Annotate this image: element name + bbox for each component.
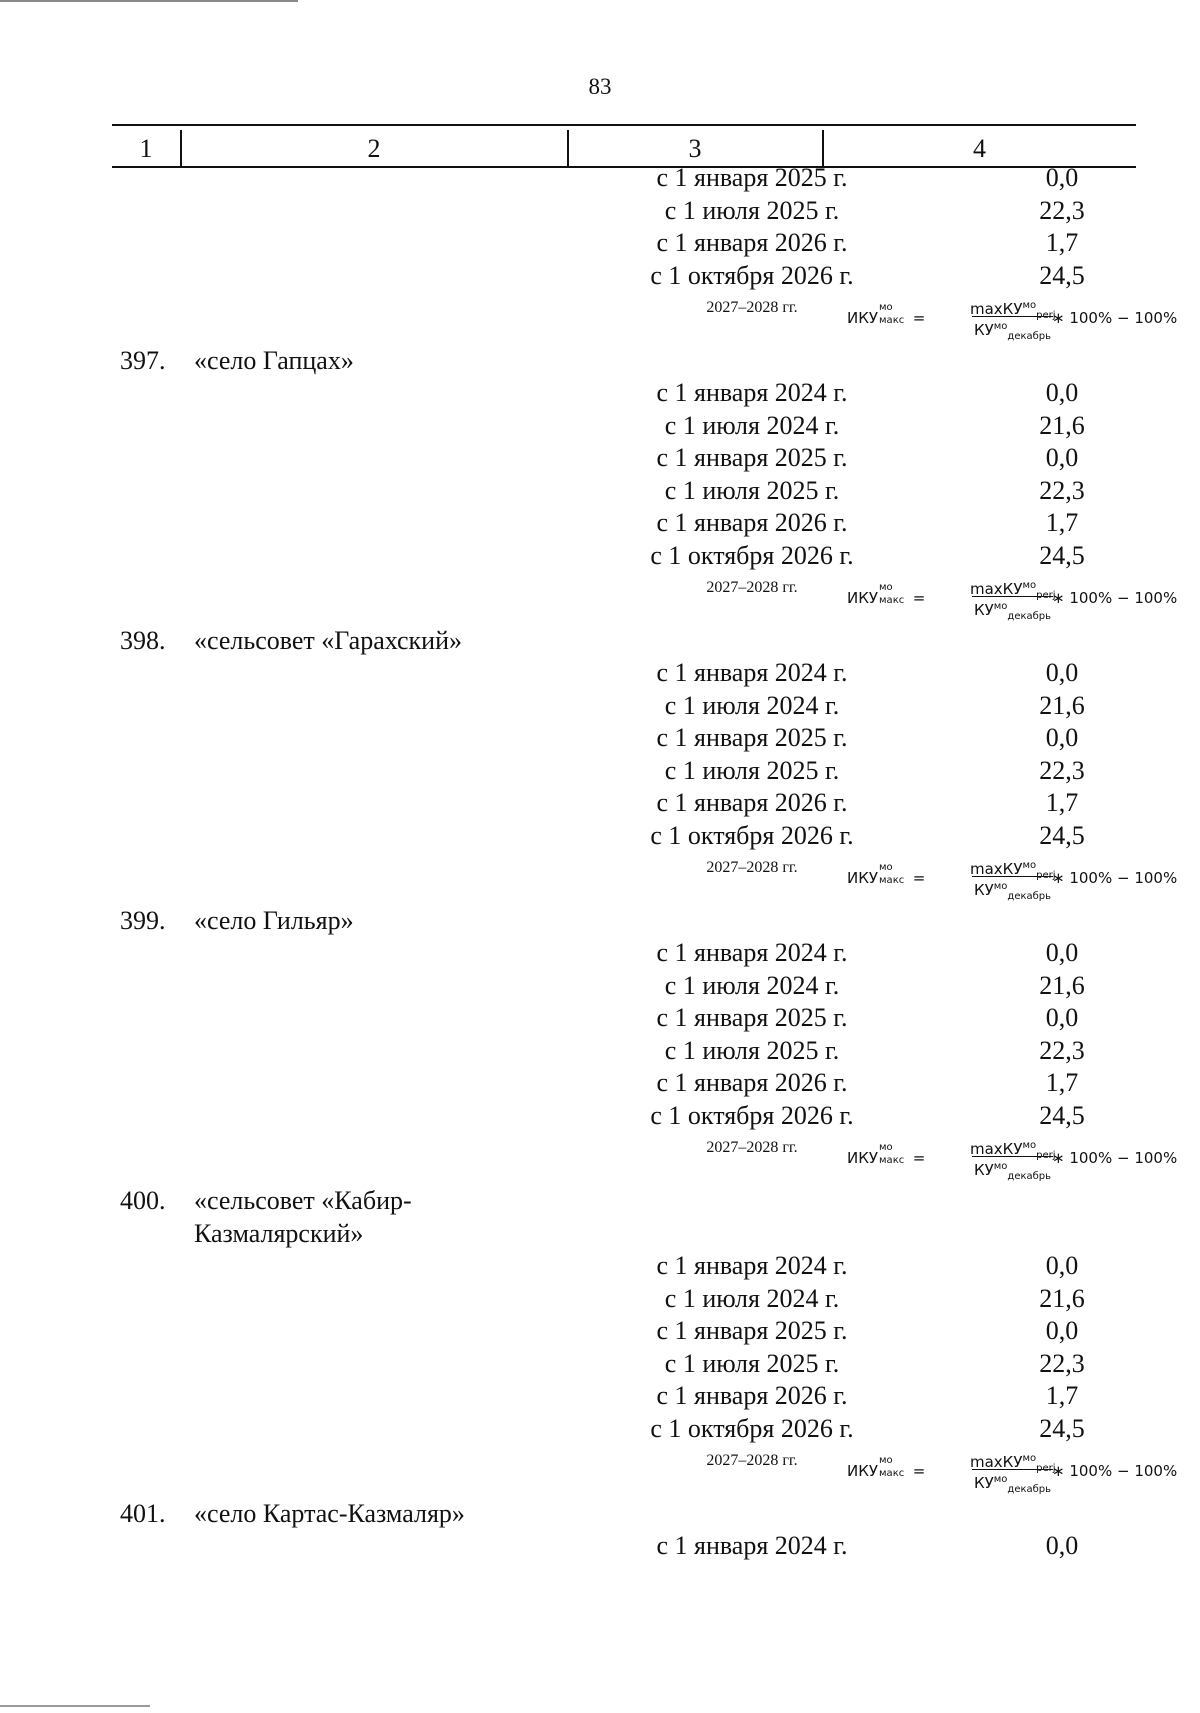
formula-fraction — [970, 1447, 1055, 1500]
value-cell: 0,0 — [1045, 1251, 1079, 1280]
formula-row — [112, 572, 1178, 624]
table-row — [112, 507, 1152, 540]
date-cell: с 1 января 2024 г. — [656, 1251, 848, 1280]
value-cell: 21,6 — [1039, 970, 1085, 1000]
value-cell: 21,6 — [1039, 410, 1085, 440]
formula-numerator: maxКУ$^{мо}_{perj}$ — [970, 300, 1056, 321]
value-cell: 0,0 — [1045, 938, 1079, 967]
formula-tail: ∗ 100% − 100% — [1052, 309, 1178, 327]
date-cell: с 1 июля 2025 г. — [664, 475, 840, 505]
formula-fraction — [970, 294, 1055, 347]
scan-edge-top — [0, 0, 298, 2]
settlement-name: «сельсовет «Гарахский» — [194, 626, 463, 655]
formula-fraction — [970, 1134, 1055, 1187]
date-cell: с 1 января 2026 г. — [656, 228, 848, 257]
value-cell: 0,0 — [1045, 1531, 1079, 1560]
formula-denominator: $КУ^{мо}_{декабрь}$ — [973, 1474, 1052, 1496]
value-cell: 1,7 — [1045, 1381, 1079, 1410]
value-cell: 22,3 — [1039, 195, 1085, 225]
formula-lhs: ИКУ мо макс = — [847, 582, 926, 607]
date-cell: с 1 января 2026 г. — [656, 788, 848, 817]
value-cell: 24,5 — [1039, 1413, 1085, 1443]
date-cell: с 1 июля 2025 г. — [664, 1035, 840, 1065]
page-number: 83 — [588, 74, 612, 99]
table-row — [112, 410, 1152, 443]
date-cell: с 1 января 2024 г. — [656, 658, 848, 687]
table-row — [112, 377, 1152, 410]
date-cell: с 1 июля 2025 г. — [664, 755, 840, 785]
period-cell: 2027–2028 гг. — [706, 1139, 798, 1156]
header-col-4: 4 — [973, 134, 986, 163]
table-row — [112, 1380, 1152, 1413]
value-cell: 24,5 — [1039, 260, 1085, 290]
settlement-name: «село Картас-Казмаляр» — [194, 1499, 465, 1528]
date-cell: с 1 января 2024 г. — [656, 1531, 848, 1560]
period-cell: 2027–2028 гг. — [706, 299, 798, 316]
table-row — [112, 1283, 1152, 1316]
table-body — [112, 162, 1178, 1563]
header-col-2: 2 — [367, 134, 381, 163]
date-cell: с 1 июля 2024 г. — [664, 690, 840, 720]
value-cell: 0,0 — [1045, 723, 1079, 752]
value-cell: 1,7 — [1045, 788, 1079, 817]
table-row — [112, 657, 1152, 690]
formula-tail: ∗ 100% − 100% — [1052, 869, 1178, 887]
table-row — [112, 260, 1152, 293]
header-col-3: 3 — [688, 134, 702, 163]
formula-denominator: $КУ^{мо}_{декабрь}$ — [973, 321, 1052, 343]
date-cell: с 1 января 2026 г. — [656, 508, 848, 537]
formula-numerator: maxКУ$^{мо}_{perj}$ — [970, 580, 1056, 601]
group-number: 400. — [120, 1186, 166, 1215]
group-heading — [112, 1184, 1152, 1250]
date-cell: с 1 июля 2025 г. — [664, 1348, 840, 1378]
table-row — [112, 1100, 1152, 1133]
table-row — [112, 540, 1152, 573]
table-row — [112, 1002, 1152, 1035]
group-number: 401. — [120, 1499, 166, 1528]
max-index-formula — [847, 574, 1200, 624]
table-row — [112, 475, 1152, 508]
date-cell: с 1 января 2025 г. — [656, 1003, 848, 1032]
date-cell: с 1 января 2026 г. — [656, 1068, 848, 1097]
table-row — [112, 1035, 1152, 1068]
date-cell: с 1 января 2025 г. — [656, 1316, 848, 1345]
formula-numerator: maxКУ$^{мо}_{perj}$ — [970, 1453, 1056, 1474]
value-cell: 1,7 — [1045, 1068, 1079, 1097]
header-col-1: 1 — [139, 134, 153, 163]
formula-lhs: ИКУ мо макс = — [847, 1142, 926, 1167]
formula-numerator: maxКУ$^{мо}_{perj}$ — [970, 860, 1056, 881]
formula-row — [112, 1445, 1178, 1497]
date-cell: с 1 января 2024 г. — [656, 378, 848, 407]
formula-row — [112, 292, 1178, 344]
table-row — [112, 1530, 1152, 1563]
table-row — [112, 722, 1152, 755]
settlement-name: «село Гильяр» — [194, 906, 354, 935]
formula-tail: ∗ 100% − 100% — [1052, 589, 1178, 607]
date-cell: с 1 января 2024 г. — [656, 938, 848, 967]
value-cell: 0,0 — [1045, 1003, 1079, 1032]
group-number: 398. — [120, 626, 166, 655]
table-row — [112, 690, 1152, 723]
header-top-rule — [112, 124, 1136, 126]
formula-fraction — [970, 574, 1055, 627]
period-cell: 2027–2028 гг. — [706, 1452, 798, 1469]
formula-row — [112, 852, 1178, 904]
table-row — [112, 442, 1152, 475]
formula-lhs: ИКУ мо макс = — [847, 302, 926, 327]
formula-tail: ∗ 100% − 100% — [1052, 1149, 1178, 1167]
value-cell: 0,0 — [1045, 1316, 1079, 1345]
value-cell: 0,0 — [1045, 443, 1079, 472]
value-cell: 22,3 — [1039, 1035, 1085, 1065]
group-number: 397. — [120, 346, 166, 375]
date-cell: с 1 октября 2026 г. — [650, 1100, 854, 1130]
group-heading — [112, 1497, 1152, 1530]
settlement-name: «село Гапцах» — [194, 346, 354, 375]
date-cell: с 1 января 2025 г. — [656, 163, 848, 192]
value-cell: 24,5 — [1039, 540, 1085, 570]
table-row — [112, 820, 1152, 853]
max-index-formula — [847, 854, 1200, 904]
formula-denominator: $КУ^{мо}_{декабрь}$ — [973, 601, 1052, 623]
date-cell: с 1 октября 2026 г. — [650, 820, 854, 850]
settlement-name-line: «сельсовет «Кабир- — [194, 1186, 412, 1215]
date-cell: с 1 октября 2026 г. — [650, 540, 854, 570]
value-cell: 22,3 — [1039, 755, 1085, 785]
table-row — [112, 1413, 1152, 1446]
value-cell: 0,0 — [1045, 658, 1079, 687]
date-cell: с 1 октября 2026 г. — [650, 1413, 854, 1443]
table-row — [112, 970, 1152, 1003]
formula-numerator: maxКУ$^{мо}_{perj}$ — [970, 1140, 1056, 1161]
table-row — [112, 1250, 1152, 1283]
table-row — [112, 1315, 1152, 1348]
max-index-formula — [847, 1447, 1200, 1497]
formula-fraction — [970, 854, 1055, 907]
date-cell: с 1 января 2025 г. — [656, 723, 848, 752]
value-cell: 24,5 — [1039, 820, 1085, 850]
value-cell: 21,6 — [1039, 690, 1085, 720]
group-heading — [112, 344, 1152, 377]
value-cell: 24,5 — [1039, 1100, 1085, 1130]
formula-row — [112, 1132, 1178, 1184]
period-cell: 2027–2028 гг. — [706, 579, 798, 596]
date-cell: с 1 июля 2024 г. — [664, 970, 840, 1000]
group-heading — [112, 624, 1152, 657]
table-row — [112, 162, 1152, 195]
formula-denominator: $КУ^{мо}_{декабрь}$ — [973, 881, 1052, 903]
table-row — [112, 1067, 1152, 1100]
table-row — [112, 1348, 1152, 1381]
max-index-formula — [847, 1134, 1200, 1184]
date-cell: с 1 октября 2026 г. — [650, 260, 854, 290]
settlement-name — [194, 1184, 514, 1250]
max-index-formula — [847, 294, 1200, 344]
value-cell: 1,7 — [1045, 508, 1079, 537]
date-cell: с 1 июля 2025 г. — [664, 195, 840, 225]
value-cell: 22,3 — [1039, 475, 1085, 505]
value-cell: 0,0 — [1045, 163, 1079, 192]
table-row — [112, 755, 1152, 788]
formula-lhs: ИКУ мо макс = — [847, 862, 926, 887]
value-cell: 1,7 — [1045, 228, 1079, 257]
formula-tail: ∗ 100% − 100% — [1052, 1462, 1178, 1480]
value-cell: 21,6 — [1039, 1283, 1085, 1313]
date-cell: с 1 июля 2024 г. — [664, 1283, 840, 1313]
period-cell: 2027–2028 гг. — [706, 859, 798, 876]
date-cell: с 1 января 2025 г. — [656, 443, 848, 472]
group-number: 399. — [120, 906, 166, 935]
table-row — [112, 937, 1152, 970]
formula-lhs: ИКУ мо макс = — [847, 1455, 926, 1480]
date-cell: с 1 июля 2024 г. — [664, 410, 840, 440]
table-row — [112, 787, 1152, 820]
table-row — [112, 227, 1152, 260]
group-heading — [112, 904, 1152, 937]
scan-edge-bottom — [0, 1705, 150, 1707]
settlement-name-line: Казмалярский» — [194, 1219, 364, 1248]
formula-denominator: $КУ^{мо}_{декабрь}$ — [973, 1161, 1052, 1183]
table-row — [112, 195, 1152, 228]
date-cell: с 1 января 2026 г. — [656, 1381, 848, 1410]
value-cell: 22,3 — [1039, 1348, 1085, 1378]
value-cell: 0,0 — [1045, 378, 1079, 407]
